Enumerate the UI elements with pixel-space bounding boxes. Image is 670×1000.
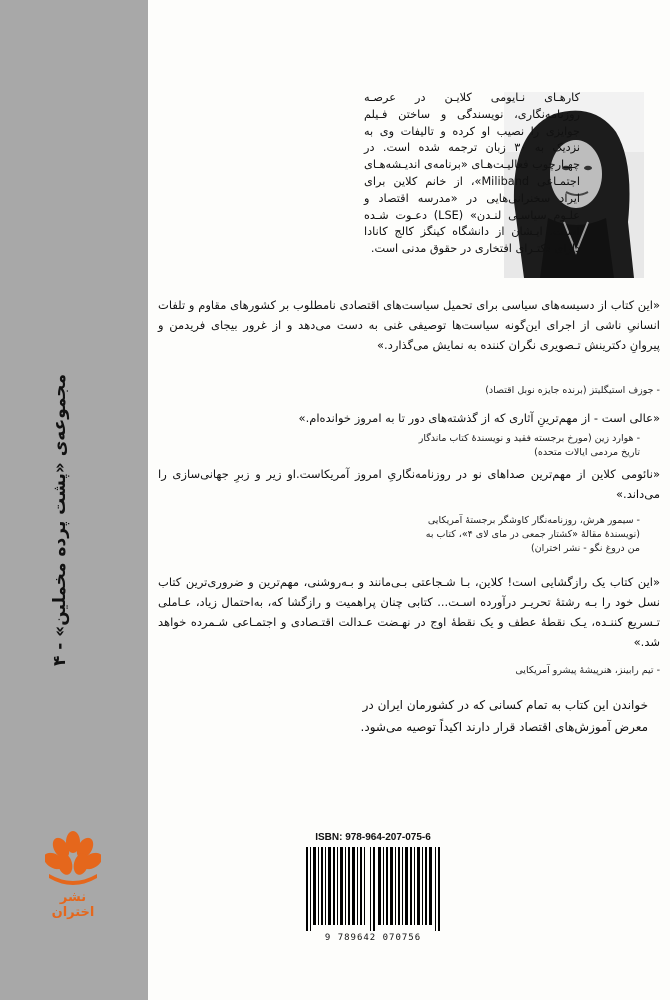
quote-3	[158, 464, 660, 504]
isbn-label: ISBN: 978-964-207-075-6	[315, 832, 431, 843]
recommendation-text: خواندن این کتاب به تمام کسانی که در کشورمان ایران در معرض آموزش‌های اقتصاد قرار دارند اکیداً توصیه می‌شود.	[360, 698, 648, 734]
quote-attribution: - سیمور هرش، روزنامه‌نگار کاوشگر برجستهٔ آمریکایی (نویسندهٔ مقالهٔ «کشتار جمعی در مای لای ۴»، کتاب به من دروغ نگو - نشر اختران)	[425, 515, 640, 554]
quote-2	[158, 408, 660, 428]
quote-text: «عالی است - از مهم‌ترینِ آثاری که از گذشته‌های دور تا به امروز خوانده‌ام.»	[298, 411, 660, 425]
quote-attribution: - تیم رابینز، هنرپیشهٔ پیشرو آمریکایی	[515, 665, 660, 676]
series-title: مجموعه‌ی «پشت پرده مخملین» - ۴	[50, 373, 70, 667]
quote-text: «این کتاب از دسیسه‌های سیاسی برای تحمیل سیاست‌های اقتصادی نامطلوب بر کشورهای مقاوم و تلفات انسانیِ ناشی از اجرای این‌گونه سیاست‌ها توصیفی غنی به دست می‌دهد و از غرور بیجای فریدمن و پیروانِ دکترینش تـصویری نگران کننده به نمایش می‌گذارد.»	[158, 298, 660, 352]
quote-1-attribution	[388, 384, 660, 398]
quote-text: «نائومی کلاین از مهم‌ترین صداهای نو در روزنامه‌نگاریِ امروز آمریکاست.او زیر و زبرِ جهانی‌سازی را می‌داند.»	[158, 467, 660, 501]
publisher-name: نشر اختران	[51, 890, 95, 920]
barcode-icon	[298, 847, 448, 931]
quote-3-attribution	[412, 514, 640, 556]
author-bio	[364, 90, 580, 258]
recommendation-note	[334, 694, 648, 738]
barcode-block	[298, 832, 448, 954]
quote-4-attribution	[388, 664, 660, 678]
barcode-number: 9 789642 070756	[324, 933, 422, 943]
publisher-logo	[38, 828, 108, 920]
quote-1	[158, 295, 660, 355]
spine-band	[0, 0, 148, 1000]
quote-attribution: - جوزف استیگلیتز (برنده جایزه نوبل اقتصاد)	[485, 385, 660, 396]
author-bio-text: کارهـای نـایومی کلایـن در عرصـه روزنامه‌نگاری، نویسندگی و ساختن فـیلم جوایزی را نصیب او کرده و تالیفات وی به نزدیک به ۳۰ زبان ترجمه شده است. در چهـارچوب فعالیـت‌هـای «برنامه‌ی اندیـشه‌هـای اجتمـاعی Miliband»، از خانم کلاین برای ایراد سخنرانی‌هایی در «مدرسه اقتصاد و علـوم سیاسـی لنـدن» (LSE) دعـوت شـده اسـت. ایـشان از دانشگاه کینگز کالج کانادا دارای دکتـرای افتخاری در حقوق مدنی است.	[364, 91, 580, 256]
flower-logo-icon	[45, 828, 101, 888]
quote-attribution: - هوارد زین (مورخ برجسته فقید و نویسندهٔ کتاب ماندگار تاریخ مردمی ایالات متحده)	[418, 433, 640, 458]
quote-2-attribution	[408, 432, 640, 460]
quote-text: «این کتاب یک رازگشایی است! کلاین، بـا شـجاعتی بـی‌مانند و بـه‌روشنی، مهم‌ترین و ضروری‌ترین کتاب نسل خود را بـه رشتهٔ تحریـر درآورده اسـت... کتابی چنان پراهمیت و رازگشا که، به‌احتمال زیاد، عـاملی تـسریع کننـده، یـک نقطهٔ عطف و یک نقطهٔ اوج در نهـضت عـدالت اقتـصادی و اجتمـاعی شـمرده خواهد شد.»	[158, 575, 660, 649]
quote-4	[158, 572, 660, 652]
